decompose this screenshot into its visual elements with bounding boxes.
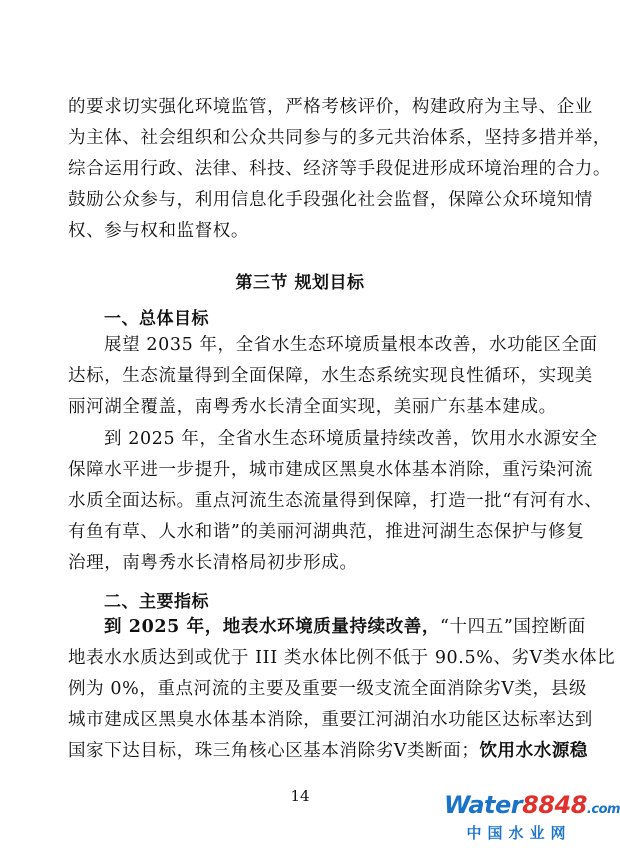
text-span: “十四五”国控断面: [440, 617, 586, 637]
text-line: 展望 2035 年，全省水生态环境质量根本改善，水功能区全面: [104, 335, 598, 355]
text-line: 治理，南粤秀水长清格局初步形成。: [68, 553, 358, 573]
intro-paragraph: [68, 92, 611, 247]
text-line: 到 2025 年，全省水生态环境质量持续改善，饮用水水源安全: [104, 429, 598, 449]
watermark-word: Water: [444, 791, 523, 819]
text-line: 城市建成区黑臭水体基本消除，重要江河湖泊水功能区达标率达到: [68, 710, 593, 730]
text-line: 的要求切实强化环境监管，严格考核评价，构建政府为主导、企业: [68, 97, 593, 117]
bold-trailing-text: 饮用水水源稳: [479, 741, 589, 761]
text-line: 达标，生态流量得到全面保障，水生态系统实现良性循环，实现美: [68, 366, 593, 386]
text-span: 国家下达目标，珠三角核心区基本消除劣V类断面；: [68, 741, 480, 761]
subsection-title-main-indicators: 二、主要指标: [104, 592, 209, 612]
text-line: 综合运用行政、法律、科技、经济等手段促进形成环境治理的合力。: [68, 159, 611, 179]
goals-2035-paragraph: [68, 330, 598, 423]
watermark-number: 8848: [522, 791, 587, 819]
text-line: 地表水水质达到或优于 III 类水体比例不低于 90.5%、劣V类水体比: [68, 648, 616, 668]
text-line: 有鱼有草、人水和谐”的美丽河湖典范，推进河湖生态保护与修复: [68, 522, 585, 542]
page-number: 14: [290, 787, 310, 805]
text-line: [68, 736, 589, 767]
watermark-logo: [444, 791, 620, 844]
text-line: 鼓励公众参与，利用信息化手段强化社会监督，保障公众环境知情: [68, 190, 593, 210]
text-line: 权、参与权和监督权。: [68, 221, 249, 241]
subsection-title-overall-goals: 一、总体目标: [104, 309, 209, 329]
text-line: 保障水平进一步提升，城市建成区黑臭水体基本消除，重污染河流: [68, 460, 593, 480]
text-line: 为主体、社会组织和公众共同参与的多元共治体系，坚持多措并举，: [68, 128, 611, 148]
watermark-suffix: .com: [586, 802, 620, 817]
watermark-subtitle: 中国水业网: [466, 824, 572, 842]
goals-2025-paragraph: [68, 424, 603, 579]
watermark-brand: [444, 791, 620, 823]
text-line: 丽河湖全覆盖，南粤秀水长清全面实现，美丽广东基本建成。: [68, 397, 557, 417]
text-line: 例为 0%，重点河流的主要及重要一级支流全面消除劣V类，县级: [68, 679, 587, 699]
bold-lead-text: 到 2025 年，地表水环境质量持续改善，: [104, 617, 440, 637]
section-title: 第三节 规划目标: [235, 273, 365, 293]
text-line: [68, 612, 586, 643]
indicators-paragraph: [68, 612, 616, 767]
text-line: 水质全面达标。重点河流生态流量得到保障，打造一批“有河有水、: [68, 491, 603, 511]
